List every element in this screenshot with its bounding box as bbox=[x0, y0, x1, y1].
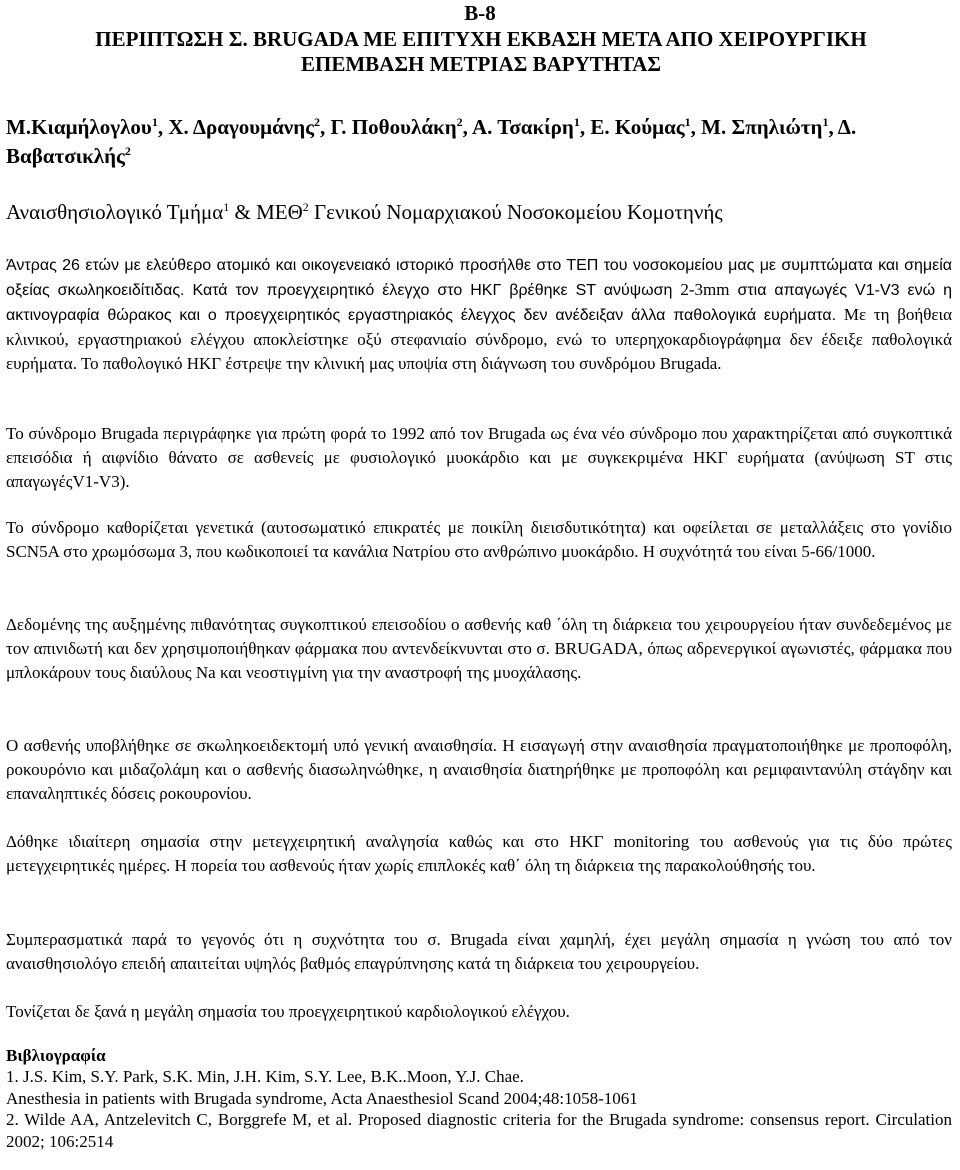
reference-1-title: Anesthesia in patients with Brugada syndrome, Acta Anaesthesiol Scand 2004;48:1058-1061 bbox=[6, 1088, 638, 1108]
abstract-code: B-8 bbox=[464, 1, 496, 25]
references-heading: Βιβλιογραφία bbox=[6, 1046, 106, 1065]
author: Μ.Κιαμήλογλου$^1$, bbox=[6, 115, 169, 139]
paragraph-case: Άντρας 26 ετών με ελεύθερο ατομικό και οικογενειακό ιστορικό προσήλθε στο ΤΕΠ του νοσοκομείου μας με συμπτώματα και σημεία οξείας σκωληκοειδίτιδας. Κατά τον προεγχειρητικό έλεγχο στο ΗΚΓ βρέθηκε ST ανύψωση 2-3mm στια απαγωγές V1-V3 ενώ η ακτινογραφία θώρακος και ο προεγχειρητικός εργαστηριακός έλεγχος δεν ανέδειξαν άλλα παθολογικά ευρήματα. Με τη βοήθεια κλινικού, εργαστηριακού ελέγχου αποκλείστηκε οξύ στεφανιαίο σύνδρομο, ενώ το υπερηχοκαρδιογράφημα δεν έδειξε παθολογικά ευρήματα. Το παθολογικό ΗΚΓ έστρεψε την κλινική μας υποψία στη διάγνωση του συνδρόμου Brugada. bbox=[6, 257, 952, 373]
paragraph-history: Το σύνδρομο Brugada περιγράφηκε για πρώτη φορά το 1992 από τον Brugada ως ένα νέο σύνδρομο που χαρακτηρίζεται από συγκοπτικά επεισόδια ή αιφνίδιο θάνατο σε ασθενείς με φυσιολογικό μυοκάρδιο και με συγκεκριμένα ΗΚΓ ευρήματα (ανύψωση ST στις απαγωγέςV1-V3). bbox=[6, 424, 952, 491]
paragraph-precautions: Δεδομένης της αυξημένης πιθανότητας συγκοπτικού επεισοδίου ο ασθενής καθ ΄όλη τη διάρκεια του χειρουργείου ήταν συνδεδεμένος με τον απινιδωτή και δεν χρησιμοποιήθηκαν φάρμακα που αντενδείκνυνται στο σ. BRUGADA, όπως αδρενεργικοί αγωνιστές, φάρμακα που μπλοκάρουν τους διαύλους Na και νεοστιγμίνη για την αναστροφή της μυοχάλασης. bbox=[6, 615, 952, 682]
author: Χ. Δραγουμάνης$^2$, bbox=[168, 115, 331, 139]
author: Μ. Σπηλιώτη$^1$, bbox=[701, 115, 838, 139]
author: Γ. Ποθουλάκη$^2$, bbox=[330, 115, 472, 139]
title-line-1: ΠΕΡΙΠΤΩΣΗ Σ. BRUGADA ΜΕ ΕΠΙΤΥΧΗ ΕΚΒΑΣΗ ΜΕΤΑ ΑΠΟ ΧΕΙΡΟΥΡΓΙΚΗ bbox=[95, 27, 867, 51]
paragraph-postop: Δόθηκε ιδιαίτερη σημασία στην μετεγχειρητική αναλγησία καθώς και στο ΗΚΓ monitoring του ασθενούς για τις δύο πρώτες μετεγχειρητικές ημέρες. Η πορεία του ασθενούς ήταν χωρίς επιπλοκές καθ΄ όλη τη διάρκεια της παρακολούθησής του. bbox=[6, 832, 952, 875]
paragraph-conclusion: Συμπερασματικά παρά το γεγονός ότι η συχνότητα του σ. Brugada είναι χαμηλή, έχει μεγάλη σημασία η γνώση του από τον αναισθησιολόγο επειδή απαιτείται υψηλός βαθμός επαγρύπνησης κατά τη διάρκεια του χειρουργείου. bbox=[6, 930, 952, 973]
paragraph-emphasis: Τονίζεται δε ξανά η μεγάλη σημασία του προεγχειρητικού καρδιολογικού ελέγχου. bbox=[6, 1002, 570, 1021]
references bbox=[6, 1045, 952, 1152]
reference-2: 2. Wilde AA, Antzelevitch C, Borggrefe M, et al. Proposed diagnostic criteria for the Brugada syndrome: consensus report. Circulation 2002; 106:2514 bbox=[6, 1110, 952, 1151]
affiliation: Αναισθησιολογικό Τμήμα$^1$ & ΜΕΘ$^2$ Γενικού Νομαρχιακού Νοσοκομείου Κομοτηνής bbox=[6, 200, 723, 224]
author: Ε. Κούμας$^1$, bbox=[590, 115, 702, 139]
author-list bbox=[6, 113, 946, 171]
title-line-2: ΕΠΕΜΒΑΣΗ ΜΕΤΡΙΑΣ ΒΑΡΥΤΗΤΑΣ bbox=[300, 52, 661, 76]
author: Δ. Βαβατσικλής$^2$ bbox=[6, 115, 857, 168]
paragraph-genetics: Το σύνδρομο καθορίζεται γενετικά (αυτοσωματικό επικρατές με ποικίλη διεισδυτικότητα) και οφείλεται σε μεταλλάξεις στο γονίδιο SCN5A στο χρωμόσωμα 3, που κωδικοποιεί τα κανάλια Νατρίου στο ανθρώπινο μυοκάρδιο. Η συχνότητά του είναι 5-66/1000. bbox=[6, 518, 952, 561]
paragraph-anesthesia: Ο ασθενής υποβλήθηκε σε σκωληκοειδεκτομή υπό γενική αναισθησία. Η εισαγωγή στην αναισθησία πραγματοποιήθηκε με προποφόλη, ροκουρόνιο και μιδαζολάμη και ο ασθενής διασωληνώθηκε, η αναισθησία διατηρήθηκε με προποφόλη και ρεμιφαιντανύλη στάγδην και επαναληπτικές δόσεις ροκουρονίου. bbox=[6, 736, 952, 803]
reference-1-authors: 1. J.S. Kim, S.Y. Park, S.K. Min, J.H. Kim, S.Y. Lee, B.K..Moon, Y.J. Chae. bbox=[6, 1067, 524, 1087]
author: Α. Τσακίρη$^1$, bbox=[471, 115, 591, 139]
abstract-title bbox=[6, 27, 956, 77]
